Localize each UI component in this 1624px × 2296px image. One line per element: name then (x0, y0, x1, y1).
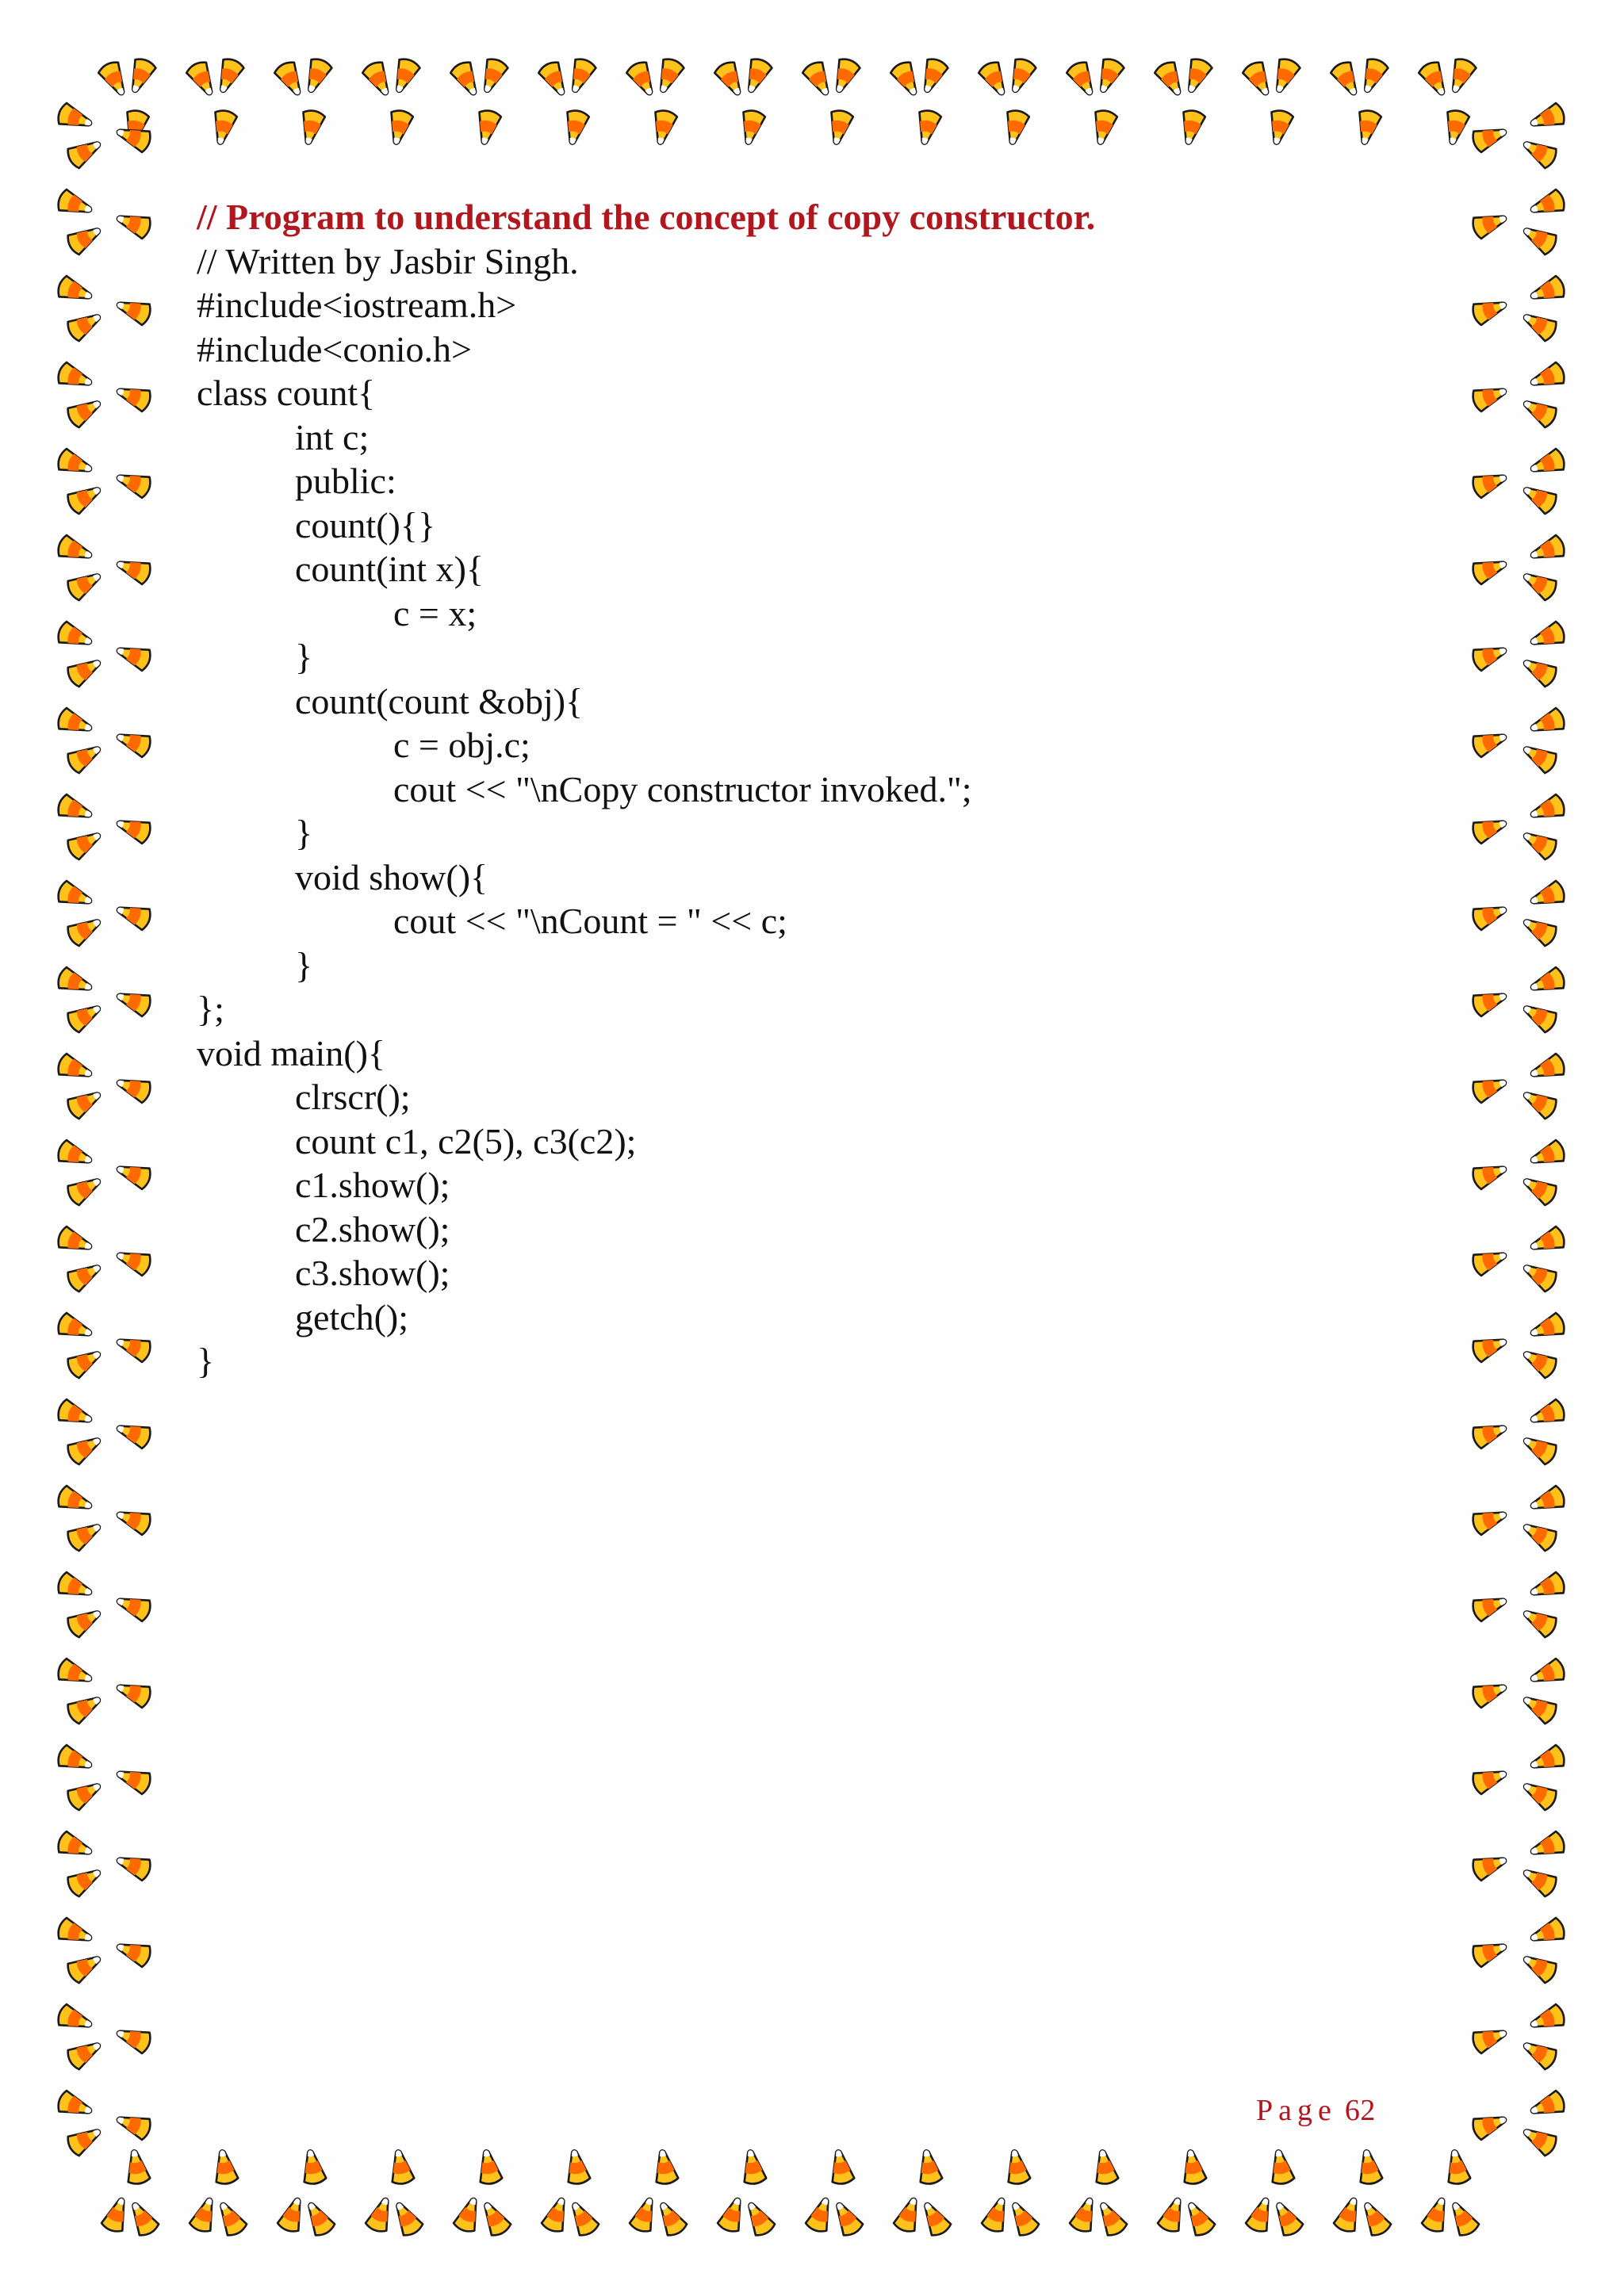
candy-corn-icon (1442, 109, 1470, 146)
candy-corn-icon (56, 966, 95, 998)
candy-corn-icon (113, 1590, 153, 1623)
candy-corn-icon (209, 109, 238, 146)
candy-corn-icon (1519, 1949, 1559, 1984)
candy-corn-icon (737, 109, 766, 146)
candy-corn-icon (1470, 1590, 1510, 1623)
candy-corn-icon (1470, 1850, 1510, 1882)
candy-corn-icon (113, 1072, 153, 1104)
candy-corn-icon (1329, 59, 1365, 100)
candy-corn-icon (1417, 59, 1453, 100)
program-title-comment: // Program to understand the concept of copy constructor. (197, 197, 1096, 237)
candy-corn-icon (1527, 966, 1567, 998)
candy-corn-icon (124, 2198, 160, 2238)
candy-corn-icon (1527, 1916, 1567, 1949)
candy-corn-icon (1519, 1603, 1559, 1639)
candy-corn-icon (1470, 294, 1510, 327)
candy-corn-icon (563, 2149, 591, 2186)
candy-corn-icon (213, 2198, 248, 2238)
candy-corn-icon (1527, 534, 1567, 566)
code-line: } (295, 944, 313, 985)
candy-corn-icon (1355, 2149, 1383, 2186)
candy-corn-icon (56, 1743, 95, 1776)
candy-corn-icon (1519, 1257, 1559, 1293)
candy-corn-icon (1002, 109, 1030, 146)
candy-corn-icon (537, 59, 573, 100)
code-line: count(int x){ (295, 549, 484, 589)
candy-corn-icon (1470, 1158, 1510, 1191)
candy-corn-icon (475, 2149, 503, 2186)
candy-corn-icon (713, 59, 749, 100)
candy-corn-icon (113, 985, 153, 1018)
candy-corn-icon (1356, 56, 1389, 96)
candy-corn-icon (65, 1171, 105, 1207)
candy-corn-icon (300, 56, 333, 96)
candy-corn-icon (56, 706, 95, 739)
candy-corn-icon (1527, 1571, 1567, 1603)
candy-corn-icon (113, 1331, 153, 1364)
candy-corn-icon (211, 2149, 239, 2186)
candy-corn-icon (1470, 1418, 1510, 1450)
candy-corn-icon (124, 56, 157, 96)
candy-corn-icon (212, 56, 245, 96)
candy-corn-icon (740, 56, 773, 96)
candy-corn-icon (113, 2109, 153, 2141)
code-line: c = obj.c; (393, 725, 530, 765)
candy-corn-icon (1470, 121, 1510, 154)
candy-corn-icon (1444, 56, 1477, 96)
candy-corn-icon (1470, 640, 1510, 672)
candy-corn-icon (564, 56, 597, 96)
candy-corn-icon (1470, 1763, 1510, 1796)
candy-corn-icon (1470, 1936, 1510, 1969)
candy-corn-icon (113, 208, 153, 240)
candy-corn-icon (1443, 2149, 1471, 2186)
candy-corn-icon (1179, 2149, 1207, 2186)
candy-corn-icon (56, 1830, 95, 1862)
candy-corn-icon (65, 1862, 105, 1898)
candy-corn-icon (804, 2195, 837, 2234)
candy-corn-icon (825, 109, 854, 146)
candy-corn-icon (716, 2195, 749, 2234)
candy-corn-icon (1090, 109, 1118, 146)
candy-corn-icon (625, 59, 661, 100)
candy-corn-icon (113, 1850, 153, 1882)
candy-corn-icon (113, 294, 153, 327)
candy-corn-icon (1266, 109, 1294, 146)
candy-corn-icon (1354, 109, 1382, 146)
candy-corn-icon (652, 56, 685, 96)
candy-corn-icon (65, 393, 105, 429)
candy-corn-icon (113, 1418, 153, 1450)
candy-corn-icon (1244, 2195, 1277, 2234)
candy-corn-icon (1527, 1657, 1567, 1689)
candy-corn-icon (1527, 1052, 1567, 1085)
candy-corn-icon (914, 109, 942, 146)
candy-corn-icon (276, 2195, 308, 2234)
candy-corn-icon (649, 109, 678, 146)
candy-corn-icon (56, 1225, 95, 1257)
candy-corn-icon (741, 2198, 776, 2238)
code-line: int c; (295, 416, 370, 457)
candy-corn-icon (56, 274, 95, 307)
candy-corn-icon (65, 998, 105, 1034)
candy-corn-icon (56, 1311, 95, 1344)
candy-corn-icon (1005, 2198, 1040, 2238)
candy-corn-icon (1268, 56, 1301, 96)
candy-corn-icon (1004, 56, 1037, 96)
candy-corn-icon (113, 1158, 153, 1191)
code-line: cout << "\nCopy constructor invoked."; (393, 768, 972, 809)
candy-corn-icon (1519, 2122, 1559, 2157)
candy-corn-icon (56, 1052, 95, 1085)
code-line: public: (295, 461, 396, 501)
candy-corn-icon (56, 534, 95, 566)
candy-corn-icon (1178, 109, 1206, 146)
candy-corn-icon (628, 2195, 661, 2234)
candy-corn-icon (1470, 985, 1510, 1018)
code-line: c1.show(); (295, 1165, 450, 1205)
code-line: getch(); (295, 1296, 409, 1337)
candy-corn-icon (1519, 220, 1559, 256)
candy-corn-icon (113, 899, 153, 932)
candy-corn-icon (1445, 2198, 1480, 2238)
page-label: Page (1256, 2094, 1337, 2127)
candy-corn-icon (1519, 1862, 1559, 1898)
candy-corn-icon (65, 1949, 105, 1984)
candy-corn-icon (1519, 1171, 1559, 1207)
candy-corn-icon (915, 2149, 943, 2186)
candy-corn-icon (892, 2195, 925, 2234)
candy-corn-icon (56, 1398, 95, 1430)
candy-corn-icon (1470, 467, 1510, 499)
candy-corn-icon (56, 1138, 95, 1171)
candy-corn-icon (1519, 134, 1559, 170)
candy-corn-icon (123, 2149, 151, 2186)
candy-corn-icon (113, 553, 153, 586)
candy-corn-icon (1241, 59, 1277, 100)
candy-corn-icon (56, 1657, 95, 1689)
candy-corn-icon (1470, 899, 1510, 932)
candy-corn-icon (1180, 56, 1213, 96)
code-line: #include<conio.h> (197, 328, 472, 369)
code-line: void show(){ (295, 856, 488, 897)
candy-corn-icon (561, 109, 590, 146)
candy-corn-icon (97, 59, 132, 100)
candy-corn-icon (65, 2035, 105, 2071)
candy-corn-icon (1092, 56, 1125, 96)
candy-corn-icon (1527, 2089, 1567, 2122)
candy-corn-icon (1156, 2195, 1189, 2234)
candy-corn-icon (1470, 1504, 1510, 1536)
candy-corn-icon (100, 2195, 132, 2234)
candy-corn-icon (56, 2089, 95, 2122)
code-line: count(){} (295, 504, 435, 545)
candy-corn-icon (1470, 1072, 1510, 1104)
candy-corn-icon (1269, 2198, 1304, 2238)
candy-corn-icon (299, 2149, 327, 2186)
candy-corn-icon (1527, 2003, 1567, 2035)
candy-corn-icon (65, 566, 105, 602)
candy-corn-icon (977, 59, 1013, 100)
code-line: } (295, 813, 313, 853)
candy-corn-icon (1091, 2149, 1119, 2186)
candy-corn-icon (301, 2198, 336, 2238)
candy-corn-icon (297, 109, 326, 146)
candy-corn-icon (56, 101, 95, 134)
candy-corn-icon (889, 59, 925, 100)
candy-corn-icon (113, 467, 153, 499)
candy-corn-icon (385, 109, 414, 146)
candy-corn-icon (65, 2122, 105, 2157)
candy-corn-icon (1527, 101, 1567, 134)
code-listing (197, 195, 1434, 1383)
candy-corn-icon (1527, 1484, 1567, 1517)
candy-corn-icon (1519, 1776, 1559, 1812)
candy-corn-icon (828, 56, 861, 96)
candy-corn-icon (1470, 381, 1510, 413)
candy-corn-icon (1527, 361, 1567, 393)
candy-corn-icon (1527, 188, 1567, 220)
candy-corn-icon (65, 825, 105, 861)
candy-corn-icon (827, 2149, 855, 2186)
candy-corn-icon (113, 2022, 153, 2055)
candy-corn-icon (565, 2198, 600, 2238)
candy-corn-icon (1519, 1430, 1559, 1466)
candy-corn-icon (1470, 2109, 1510, 2141)
candy-corn-icon (1068, 2195, 1101, 2234)
candy-corn-icon (65, 1517, 105, 1552)
candy-corn-icon (1527, 706, 1567, 739)
candy-corn-icon (1519, 652, 1559, 688)
candy-corn-icon (1519, 307, 1559, 342)
candy-corn-icon (1470, 208, 1510, 240)
candy-corn-icon (801, 59, 837, 100)
candy-corn-icon (1519, 739, 1559, 775)
candy-corn-icon (1470, 726, 1510, 759)
candy-corn-icon (1527, 447, 1567, 480)
candy-corn-icon (1519, 2035, 1559, 2071)
candy-corn-icon (1519, 1085, 1559, 1120)
candy-corn-icon (56, 793, 95, 825)
candy-corn-icon (1470, 1245, 1510, 1277)
candy-corn-icon (56, 1916, 95, 1949)
code-line: }; (197, 989, 224, 1029)
candy-corn-icon (1527, 1138, 1567, 1171)
page-number (1256, 2093, 1376, 2128)
candy-corn-icon (188, 2195, 220, 2234)
candy-corn-icon (739, 2149, 767, 2186)
candy-corn-icon (56, 879, 95, 912)
candy-corn-icon (829, 2198, 864, 2238)
candy-corn-icon (113, 1763, 153, 1796)
candy-corn-icon (56, 2003, 95, 2035)
candy-corn-icon (473, 109, 502, 146)
candy-corn-icon (65, 1257, 105, 1293)
candy-corn-icon (653, 2198, 688, 2238)
code-line: #include<iostream.h> (197, 285, 517, 325)
candy-corn-icon (65, 307, 105, 342)
candy-corn-icon (113, 1936, 153, 1969)
candy-corn-icon (113, 640, 153, 672)
candy-corn-icon (477, 2198, 512, 2238)
candy-corn-icon (361, 59, 396, 100)
candy-corn-icon (452, 2195, 485, 2234)
candy-corn-icon (1519, 480, 1559, 515)
candy-corn-icon (65, 652, 105, 688)
candy-corn-icon (1527, 793, 1567, 825)
candy-corn-icon (1003, 2149, 1031, 2186)
code-line: void main(){ (197, 1032, 385, 1073)
code-line: c2.show(); (295, 1208, 450, 1249)
candy-corn-icon (1181, 2198, 1216, 2238)
candy-corn-icon (56, 620, 95, 652)
candy-corn-icon (56, 361, 95, 393)
candy-corn-icon (916, 56, 949, 96)
candy-corn-icon (273, 59, 308, 100)
candy-corn-icon (364, 2195, 396, 2234)
candy-corn-icon (449, 59, 485, 100)
candy-corn-icon (540, 2195, 573, 2234)
candy-corn-icon (389, 2198, 424, 2238)
candy-corn-icon (1519, 1689, 1559, 1725)
candy-corn-icon (113, 1245, 153, 1277)
candy-corn-icon (1153, 59, 1189, 100)
candy-corn-icon (1470, 2022, 1510, 2055)
candy-corn-icon (113, 1504, 153, 1536)
candy-corn-icon (1519, 393, 1559, 429)
candy-corn-icon (113, 1677, 153, 1709)
candy-corn-icon (65, 1776, 105, 1812)
candy-corn-icon (387, 2149, 415, 2186)
code-line: cout << "\nCount = " << c; (393, 901, 787, 941)
candy-corn-icon (185, 59, 220, 100)
candy-corn-icon (1420, 2195, 1453, 2234)
code-line: // Written by Jasbir Singh. (197, 240, 579, 281)
candy-corn-icon (1332, 2195, 1365, 2234)
candy-corn-icon (1519, 825, 1559, 861)
candy-corn-icon (65, 1430, 105, 1466)
candy-corn-icon (1470, 1331, 1510, 1364)
candy-corn-icon (1519, 998, 1559, 1034)
candy-corn-icon (1519, 566, 1559, 602)
candy-corn-icon (1267, 2149, 1295, 2186)
candy-corn-icon (1519, 912, 1559, 947)
candy-corn-icon (56, 1484, 95, 1517)
candy-corn-icon (1527, 1311, 1567, 1344)
code-line: } (197, 1341, 215, 1381)
candy-corn-icon (1470, 813, 1510, 845)
candy-corn-icon (65, 1344, 105, 1380)
code-line: class count{ (197, 373, 376, 413)
candy-corn-icon (476, 56, 509, 96)
candy-corn-icon (65, 1689, 105, 1725)
candy-corn-icon (1527, 879, 1567, 912)
candy-corn-icon (917, 2198, 952, 2238)
candy-corn-icon (56, 447, 95, 480)
page-number-value: 62 (1344, 2094, 1376, 2127)
candy-corn-icon (1519, 1344, 1559, 1380)
candy-corn-icon (388, 56, 421, 96)
candy-corn-icon (651, 2149, 679, 2186)
code-line: count(count &obj){ (295, 680, 584, 721)
code-line: count c1, c2(5), c3(c2); (295, 1120, 637, 1161)
candy-corn-icon (65, 912, 105, 947)
candy-corn-icon (65, 1603, 105, 1639)
candy-corn-icon (113, 726, 153, 759)
candy-corn-icon (1519, 1517, 1559, 1552)
candy-corn-icon (1065, 59, 1101, 100)
candy-corn-icon (56, 188, 95, 220)
candy-corn-icon (1357, 2198, 1392, 2238)
candy-corn-icon (56, 1571, 95, 1603)
candy-corn-icon (65, 134, 105, 170)
candy-corn-icon (1527, 1830, 1567, 1862)
candy-corn-icon (1527, 1398, 1567, 1430)
candy-corn-icon (65, 220, 105, 256)
candy-corn-icon (1527, 1743, 1567, 1776)
candy-corn-icon (1470, 1677, 1510, 1709)
candy-corn-icon (65, 739, 105, 775)
candy-corn-icon (113, 381, 153, 413)
candy-corn-icon (113, 813, 153, 845)
candy-corn-icon (65, 480, 105, 515)
candy-corn-icon (1470, 553, 1510, 586)
code-line: clrscr(); (295, 1077, 411, 1117)
candy-corn-icon (1527, 620, 1567, 652)
candy-corn-icon (1527, 274, 1567, 307)
candy-corn-icon (65, 1085, 105, 1120)
candy-corn-icon (980, 2195, 1013, 2234)
code-line: } (295, 637, 313, 677)
candy-corn-icon (1093, 2198, 1128, 2238)
code-line: c = x; (393, 592, 477, 633)
code-line: c3.show(); (295, 1253, 450, 1293)
candy-corn-icon (1527, 1225, 1567, 1257)
